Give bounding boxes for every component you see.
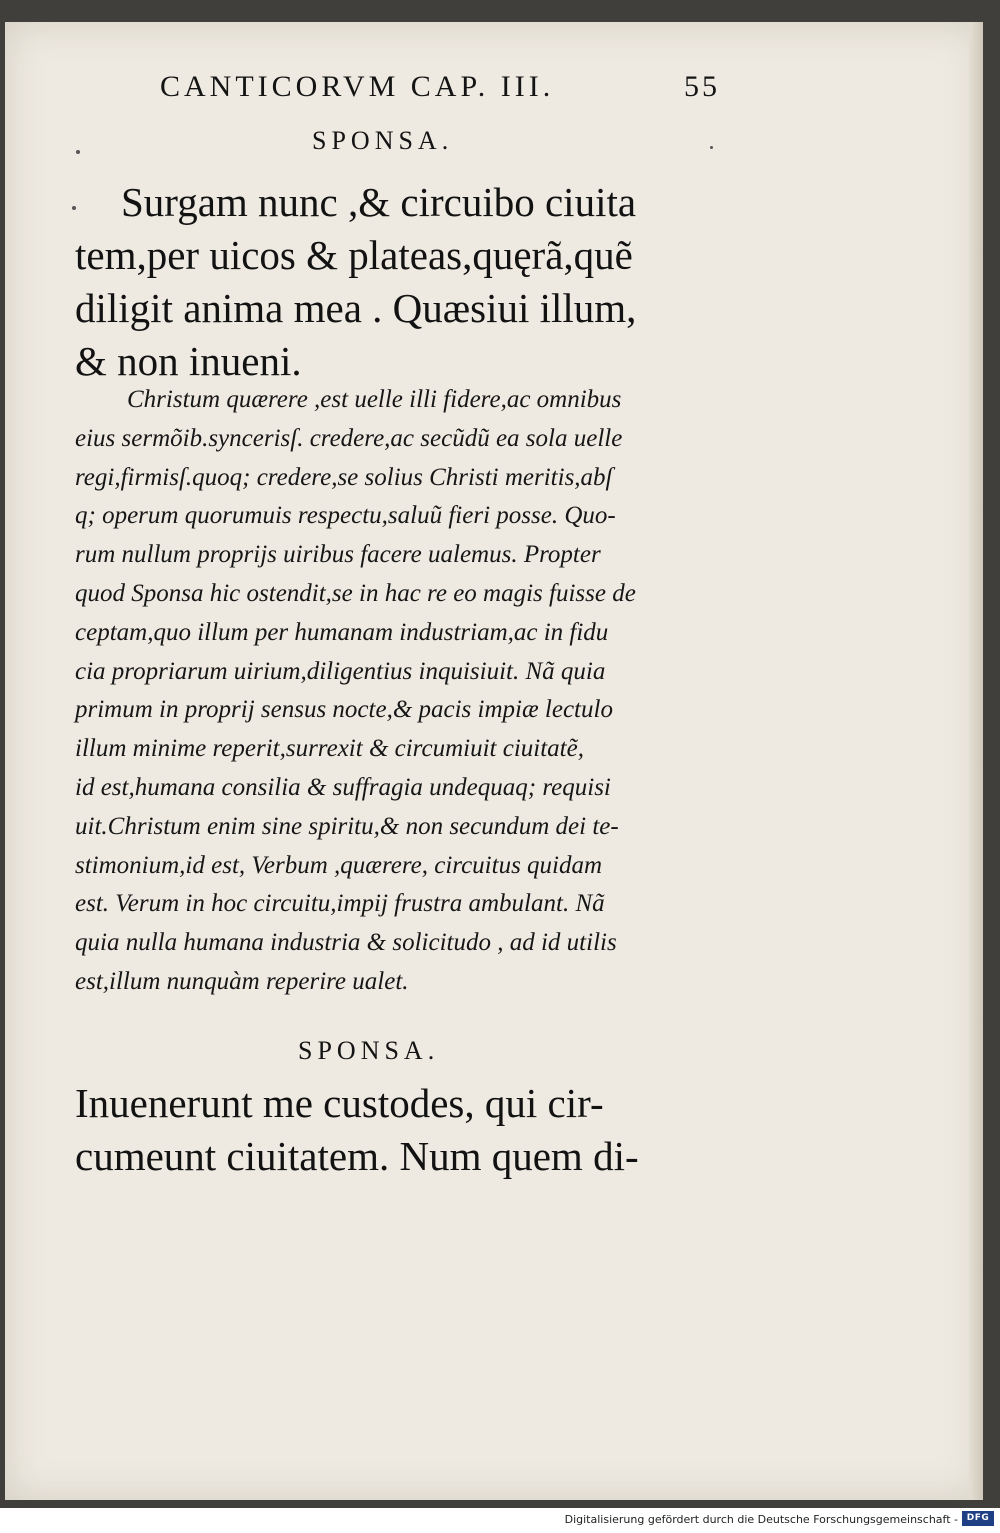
commentary-line: illum minime reperit,surrexit & circumiuit ciuitatẽ,	[75, 735, 584, 763]
running-head	[160, 70, 720, 104]
commentary-line: eius sermõib.syncerisſ. credere,ac secũdũ ea sola uelle	[75, 424, 623, 452]
verse-block	[75, 176, 730, 388]
commentary-line: est,illum nunquàm reperire ualet.	[75, 967, 409, 995]
commentary-line: primum in proprij sensus nocte,& pacis impiæ lectulo	[75, 696, 613, 724]
verse-line: & non inueni.	[75, 338, 302, 384]
speaker-heading: SPONSA.	[312, 126, 454, 155]
commentary-line: ceptam,quo illum per humanam industriam,ac in fidu	[75, 618, 609, 646]
verse-block	[75, 1077, 730, 1183]
commentary-line: stimonium,id est, Verbum ,quærere, circuitus quidam	[75, 851, 603, 879]
verse-line: tem,per uicos & plateas,quęrã,quẽ	[75, 232, 633, 278]
verse-line: cumeunt ciuitatem. Num quem di-	[75, 1133, 639, 1179]
verse-line: Inuenerunt me custodes, qui cir-	[75, 1080, 604, 1126]
ink-speck	[76, 150, 80, 154]
ink-speck	[710, 146, 713, 149]
commentary-line: est. Verum in hoc circuitu,impij frustra ambulant. Nã	[75, 890, 605, 918]
commentary-line: cia propriarum uirium,diligentius inquisiuit. Nã quia	[75, 657, 606, 685]
speaker-heading: SPONSA.	[298, 1036, 440, 1065]
commentary-block	[75, 381, 730, 1002]
commentary-line: q; operum quorumuis respectu,saluũ fieri posse. Quo-	[75, 502, 616, 530]
dfg-logo: DFG	[962, 1511, 994, 1526]
verse-line: Surgam nunc ,& circuibo ciuita	[121, 179, 637, 225]
commentary-line: rum nullum proprijs uiribus facere ualemus. Propter	[75, 541, 601, 569]
running-head-title: CANTICORVM CAP. III.	[160, 70, 555, 103]
page-edge	[969, 22, 983, 1500]
commentary-line: uit.Christum enim sine spiritu,& non secundum dei te-	[75, 812, 619, 840]
commentary-line: quia nulla humana industria & solicitudo , ad id utilis	[75, 929, 617, 957]
commentary-line: quod Sponsa hic ostendit,se in hac re eo magis fuisse de	[75, 579, 636, 607]
commentary-line: regi,firmisſ.quoq; credere,se solius Christi meritis,abſ	[75, 463, 613, 491]
commentary-line: id est,humana consilia & suffragia undequaq; requisi	[75, 773, 611, 801]
commentary-line: Christum quærere ,est uelle illi fidere,ac omnibus	[127, 386, 622, 413]
verse-line: diligit anima mea . Quæsiui illum,	[75, 285, 637, 331]
page-number: 55	[684, 70, 720, 103]
funding-credit: Digitalisierung gefördert durch die Deutsche Forschungsgemeinschaft -	[564, 1513, 958, 1526]
